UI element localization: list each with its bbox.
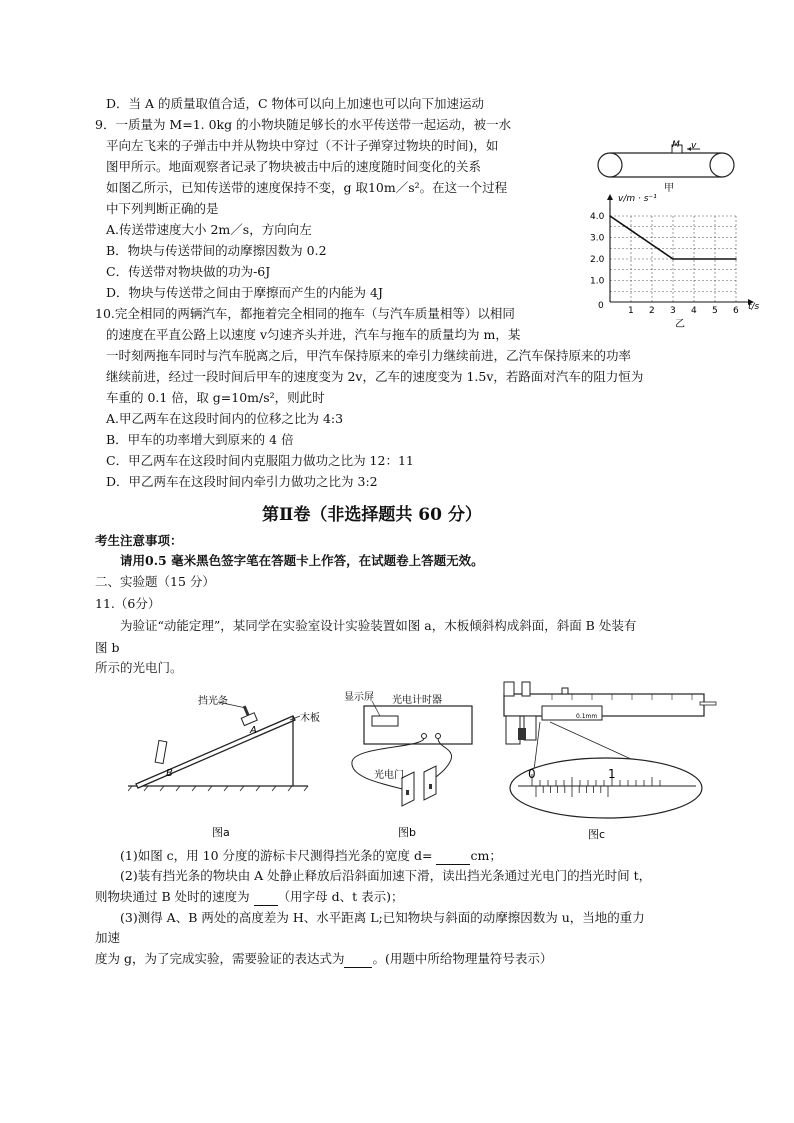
fig-a-caption: 图a bbox=[212, 826, 230, 839]
chart-yi bbox=[588, 192, 768, 332]
chart-point bbox=[672, 258, 674, 260]
chart-x-tick-label: 2 bbox=[649, 306, 655, 316]
q10-stem-line-3: 一时刻两拖车同时与汽车脱离之后，甲汽车保持原来的牵引力继续前进，乙汽车保持原来的功率 bbox=[106, 348, 632, 363]
fig-a-point-b: B bbox=[166, 768, 173, 779]
q11-part-3-line-1: (3)测得 A、B 两处的高度差为 H、水平距离 L;已知物块与斜面的动摩擦因数为 u，当地的重力 bbox=[120, 910, 645, 925]
jia-m-label: M bbox=[672, 140, 680, 150]
chart-y-tick-label: 1.0 bbox=[590, 276, 605, 287]
chart-ylabel: v/m · s⁻¹ bbox=[618, 194, 657, 204]
chart-point bbox=[735, 258, 737, 260]
q9-stem-line-5: 中下列判断正确的是 bbox=[106, 201, 219, 216]
fig-a-board-label: 木板 bbox=[300, 713, 320, 724]
fig-c-zero: 0 bbox=[528, 767, 536, 781]
chart-title: 乙 bbox=[675, 319, 685, 330]
q11-heading: 11.（6分） bbox=[95, 596, 161, 611]
fig-b-caption: 图b bbox=[398, 826, 416, 839]
q10-stem-line-5: 车重的 0.1 倍，取 g=10m/s²，则此时 bbox=[106, 390, 325, 405]
q11-part-3-hint: 。(用题中所给物理量符号表示） bbox=[372, 951, 553, 966]
q9-option-a: A.传送带速度大小 2m／s，方向向左 bbox=[106, 222, 312, 237]
q9-option-b: B．物块与传送带间的动摩擦因数为 0.2 bbox=[106, 243, 327, 258]
chart-x-tick-label: 6 bbox=[733, 306, 739, 316]
q9-stem-line-3: 图甲所示。地面观察者记录了物块被击中后的速度随时间变化的关系 bbox=[106, 159, 482, 174]
q11-part-3-line-3 bbox=[95, 951, 552, 968]
answer-blank-d[interactable] bbox=[436, 848, 470, 865]
fig-a-strip-label: 挡光条 bbox=[198, 696, 228, 707]
q11-part-2-line-2 bbox=[95, 889, 403, 906]
q9-option-c: C．传送带对物块做的功为-6J bbox=[106, 264, 271, 279]
q11-part-2-line-1: (2)装有挡光条的物块由 A 处静止释放后沿斜面加速下滑，读出挡光条通过光电门的挡光时间 t， bbox=[120, 868, 652, 883]
q10-stem-line-2: 的速度在平直公路上以速度 v匀速齐头并进，汽车与拖车的质量均为 m，某 bbox=[106, 327, 521, 342]
q11-part-1-text: (1)如图 c，用 10 分度的游标卡尺测得挡光条的宽度 d= bbox=[120, 848, 437, 863]
experiment-section-title: 二、实验题（15 分） bbox=[95, 574, 215, 589]
chart-y-tick-label: 4.0 bbox=[590, 212, 605, 222]
q10-stem-line-1: 10.完全相同的两辆汽车，都拖着完全相同的拖车（与汽车质量相等）以相同 bbox=[95, 306, 515, 321]
figure-a bbox=[128, 686, 328, 842]
jia-caption: 甲 bbox=[664, 183, 674, 192]
q11-part-3-line-2: 加速 bbox=[95, 930, 121, 945]
q11-intro-line-2: 图 b bbox=[95, 640, 120, 655]
q10-option-a: A.甲乙两车在这段时间内的位移之比为 4:3 bbox=[106, 411, 344, 426]
q11-part-1-unit: cm； bbox=[470, 848, 502, 863]
jia-v-label: v bbox=[691, 141, 697, 151]
chart-y-arrow bbox=[607, 194, 613, 200]
fig-b-timer-label: 光电计时器 bbox=[392, 695, 442, 706]
q11-part-2-text: 则物块通过 B 处时的速度为 bbox=[95, 889, 254, 904]
chart-y-tick-label: 3.0 bbox=[590, 233, 605, 244]
section-title: 第Ⅱ卷（非选择题共 60 分） bbox=[262, 505, 482, 525]
answer-blank-velocity[interactable] bbox=[254, 889, 278, 906]
figure-c bbox=[492, 678, 720, 842]
chart-point bbox=[609, 215, 611, 217]
fig-c-one: 1 bbox=[608, 767, 616, 781]
q11-part-1 bbox=[120, 848, 502, 865]
chart-x-tick-label: 5 bbox=[712, 306, 718, 316]
chart-x-tick-label: 3 bbox=[670, 306, 676, 316]
q9-stem-line-1: 9．一质量为 M=1. 0kg 的小物块随足够长的水平传送带一起运动，被一水 bbox=[95, 117, 512, 132]
answer-blank-expression[interactable] bbox=[344, 951, 372, 968]
q10-option-d: D．甲乙两车在这段时间内牵引力做功之比为 3:2 bbox=[106, 474, 378, 489]
q9-stem-line-2: 平向左飞来的子弹击中并从物块中穿过（不计子弹穿过物块的时间)，如 bbox=[106, 138, 499, 153]
figure-jia bbox=[592, 140, 742, 192]
chart-y-tick-label: 2.0 bbox=[590, 255, 605, 265]
fig-a-point-a: A bbox=[250, 725, 257, 736]
chart-x-tick-label: 1 bbox=[628, 306, 634, 316]
fig-b-gate-label: 光电门 bbox=[374, 770, 404, 781]
q10-option-b: B．甲车的功率增大到原来的 4 倍 bbox=[106, 432, 294, 447]
q8-option-d: D．当 A 的质量取值合适，C 物体可以向上加速也可以向下加速运动 bbox=[106, 96, 485, 111]
chart-x-tick-label: 4 bbox=[691, 306, 697, 316]
q11-intro-line-1: 为验证“动能定理”，某同学在实验室设计实验装置如图 a，木板倾斜构成斜面，斜面 B 处装有 bbox=[120, 618, 637, 633]
chart-xlabel: t/s bbox=[748, 302, 760, 312]
fig-c-vernier-label: 0.1mm bbox=[576, 713, 598, 720]
q9-stem-line-4: 如图乙所示，已知传送带的速度保持不变，g 取10m／s²。在这一个过程 bbox=[106, 180, 508, 195]
fig-b-screen-label: 显示屏 bbox=[344, 692, 374, 703]
chart-origin: 0 bbox=[598, 301, 604, 311]
notice-heading: 考生注意事项： bbox=[95, 533, 183, 548]
q10-stem-line-4: 继续前进，经过一段时间后甲车的速度变为 2v，乙车的速度变为 1.5v，若路面对汽车的阻力恒为 bbox=[106, 369, 644, 384]
q9-option-d: D．物块与传送带之间由于摩擦而产生的内能为 4J bbox=[106, 285, 383, 300]
q10-option-c: C．甲乙两车在这段时间内克服阻力做功之比为 12：11 bbox=[106, 453, 414, 468]
fig-c-caption: 图c bbox=[588, 828, 606, 841]
q11-part-3-text: 度为 g，为了完成实验，需要验证的表达式为 bbox=[95, 951, 345, 966]
figure-b bbox=[344, 686, 484, 842]
notice-body: 请用0.5 毫米黑色签字笔在答题卡上作答，在试题卷上答题无效。 bbox=[120, 553, 484, 568]
q11-part-2-hint: （用字母 d、t 表示)； bbox=[277, 889, 404, 904]
q11-intro-line-3: 所示的光电门。 bbox=[95, 660, 183, 675]
